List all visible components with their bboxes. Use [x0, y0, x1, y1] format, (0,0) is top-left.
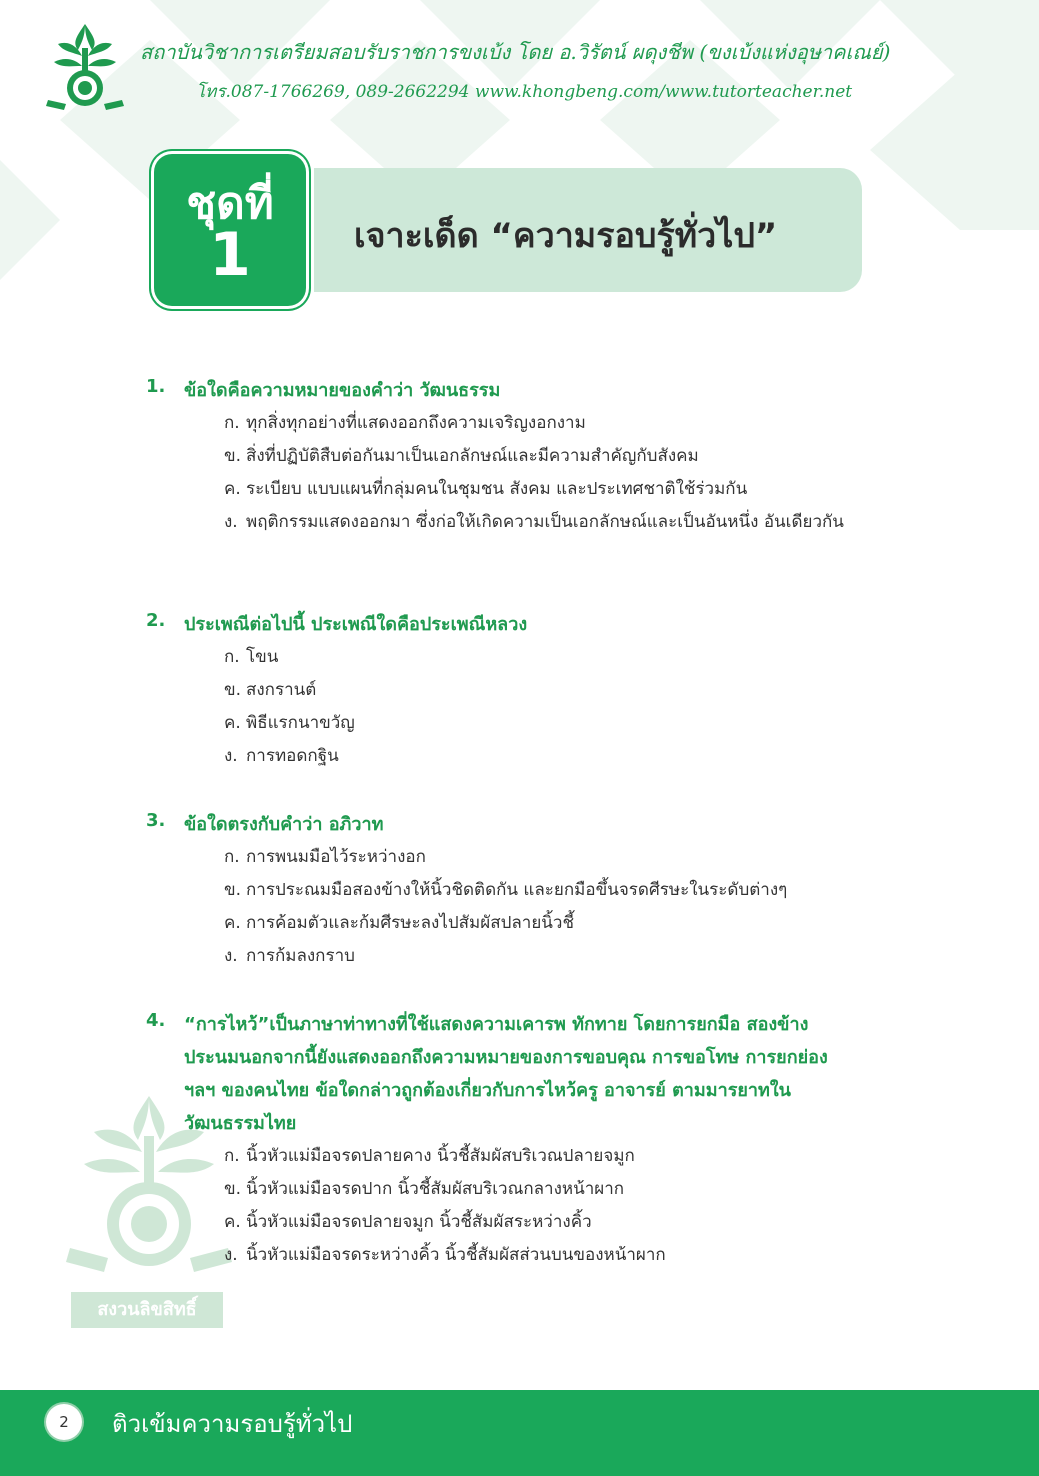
choice-item[interactable] — [224, 707, 866, 740]
choice-text: การค้อมตัวและก้มศีรษะลงไปสัมผัสปลายนิ้วชี้ — [246, 913, 575, 933]
choice-text: พฤติกรรมแสดงออกมา ซึ่งก่อให้เกิดความเป็นเอกลักษณ์และเป็นอันหนึ่ง อันเดียวกัน — [246, 512, 844, 532]
choice-list — [224, 641, 866, 773]
choice-item[interactable] — [224, 1173, 866, 1206]
choice-label: ก. — [224, 1146, 240, 1166]
choice-text: นิ้วหัวแม่มือจรดปาก นิ้วชี้สัมผัสบริเวณกลางหน้าผาก — [246, 1179, 625, 1199]
choice-text: การก้มลงกราบ — [246, 946, 355, 966]
choice-item[interactable] — [224, 506, 866, 539]
title-banner — [314, 168, 862, 292]
choice-item[interactable] — [224, 674, 866, 707]
choice-label: ข. — [224, 446, 242, 466]
footer-title: ติวเข้มความรอบรู้ทั่วไป — [112, 1410, 353, 1438]
page-title: เจาะเด็ด “ความรอบรู้ทั่วไป” — [354, 216, 778, 256]
choice-label: ง. — [224, 946, 238, 966]
choice-text: โขน — [246, 647, 279, 667]
choice-list — [224, 407, 866, 539]
question-number: 4. — [146, 1010, 166, 1031]
choice-text: สิ่งที่ปฏิบัติสืบต่อกันมาเป็นเอกลักษณ์และมีความสำคัญกับสังคม — [246, 446, 699, 466]
question-4 — [146, 1008, 866, 1272]
choice-text: การพนมมือไว้ระหว่างอก — [246, 847, 426, 867]
choice-item[interactable] — [224, 641, 866, 674]
choice-label: ก. — [224, 847, 240, 867]
copyright-label: สงวนลิขสิทธิ์ — [71, 1292, 223, 1328]
choice-text: นิ้วหัวแม่มือจรดปลายจมูก นิ้วชี้สัมผัสระหว่างคิ้ว — [246, 1212, 592, 1232]
choice-label: ก. — [224, 413, 240, 433]
question-text: ข้อใดตรงกับคำว่า อภิวาท — [184, 814, 384, 835]
question-2 — [146, 608, 866, 773]
choice-label: ข. — [224, 880, 242, 900]
choice-text: นิ้วหัวแม่มือจรดปลายคาง นิ้วชี้สัมผัสบริเวณปลายจมูก — [246, 1146, 635, 1166]
contact-info: โทร.087-1766269, 089-2662294 www.khongbeng.com/www.tutorteacher.net — [196, 82, 853, 102]
choice-item[interactable] — [224, 1206, 866, 1239]
choice-text: สงกรานต์ — [246, 680, 317, 700]
choice-text: ทุกสิ่งทุกอย่างที่แสดงออกถึงความเจริญงอกงาม — [246, 413, 586, 433]
set-label: ชุดที่ — [186, 178, 274, 229]
question-number: 1. — [146, 376, 166, 397]
choice-label: ก. — [224, 647, 240, 667]
choice-label: ง. — [224, 746, 238, 766]
choice-label: ข. — [224, 1179, 242, 1199]
question-text: ข้อใดคือความหมายของคำว่า วัฒนธรรม — [184, 380, 501, 401]
question-text: “การไหว้”เป็นภาษาท่าทางที่ใช้แสดงความเคารพ ทักทาย โดยการยกมือ สองข้างประนมนอกจากนี้ยังแสดงออกถึงความหมายของการขอบคุณ การขอโทษ การยกย่อง ฯลฯ ของคนไทย ข้อใดกล่าวถูกต้องเกี่ยวกับการไหว้ครู อาจารย์ ตามมารยาทในวัฒนธรรมไทย — [184, 1014, 828, 1134]
question-3 — [146, 808, 866, 973]
choice-text: การทอดกฐิน — [246, 746, 339, 766]
question-1 — [146, 374, 866, 539]
choice-label: ค. — [224, 479, 241, 499]
choice-item[interactable] — [224, 940, 866, 973]
institute-logo — [44, 22, 126, 114]
choice-text: การประณมมือสองข้างให้นิ้วชิดติดกัน และยกมือขึ้นจรดศีรษะในระดับต่างๆ — [246, 880, 788, 900]
choice-list — [224, 841, 866, 973]
choice-label: ง. — [224, 512, 238, 532]
choice-label: ง. — [224, 1245, 238, 1265]
choice-text: พิธีแรกนาขวัญ — [246, 713, 355, 733]
question-text: ประเพณีต่อไปนี้ ประเพณีใดคือประเพณีหลวง — [184, 614, 528, 635]
institute-name: สถาบันวิชาการเตรียมสอบรับราชการขงเบ้ง โดย อ.วิรัตน์ ผดุงชีพ (ขงเบ้งแห่งอุษาคเณย์) — [140, 40, 891, 64]
page-number: 2 — [46, 1404, 82, 1440]
choice-text: ระเบียบ แบบแผนที่กลุ่มคนในชุมชน สังคม และประเทศชาติใช้ร่วมกัน — [246, 479, 748, 499]
choice-item[interactable] — [224, 1239, 866, 1272]
choice-list — [224, 1140, 866, 1272]
choice-item[interactable] — [224, 740, 866, 773]
choice-label: ค. — [224, 1212, 241, 1232]
choice-item[interactable] — [224, 841, 866, 874]
choice-item[interactable] — [224, 473, 866, 506]
set-number: 1 — [209, 220, 251, 290]
question-number: 3. — [146, 810, 166, 831]
choice-label: ข. — [224, 680, 242, 700]
choice-item[interactable] — [224, 440, 866, 473]
choice-text: นิ้วหัวแม่มือจรดระหว่างคิ้ว นิ้วชี้สัมผัสส่วนบนของหน้าผาก — [246, 1245, 666, 1265]
choice-item[interactable] — [224, 1140, 866, 1173]
choice-label: ค. — [224, 913, 241, 933]
choice-label: ค. — [224, 713, 241, 733]
set-number-box — [154, 154, 306, 306]
footer-bar — [0, 1390, 1039, 1476]
question-number: 2. — [146, 610, 166, 631]
choice-item[interactable] — [224, 407, 866, 440]
choice-item[interactable] — [224, 907, 866, 940]
choice-item[interactable] — [224, 874, 866, 907]
